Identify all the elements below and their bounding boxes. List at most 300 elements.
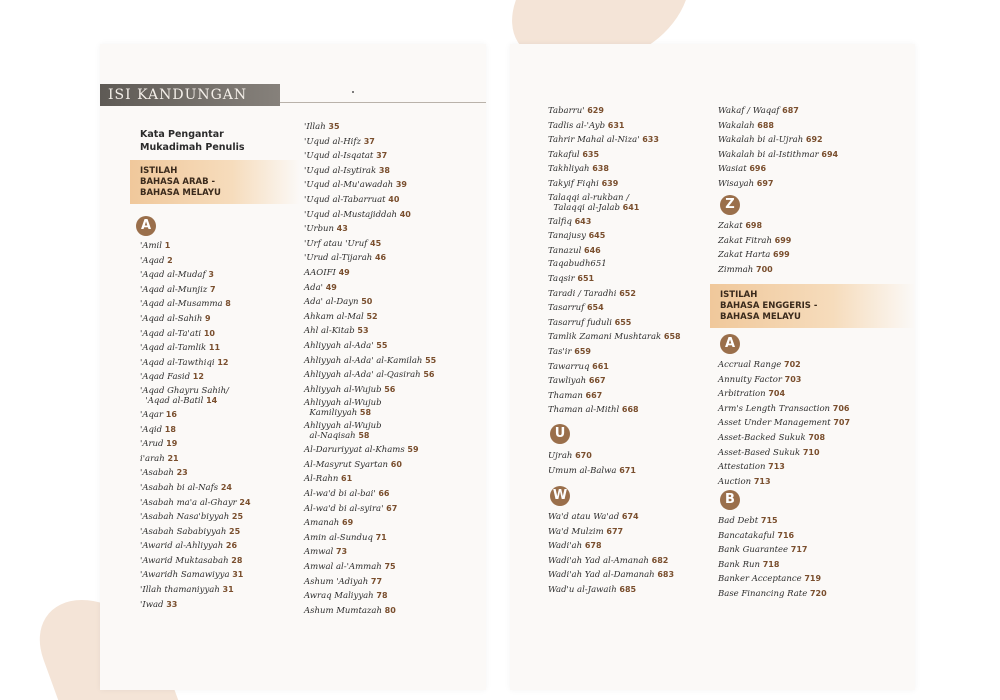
letter-badge-z: Z	[720, 195, 740, 215]
entry-term: Wad'u al-Jawaih	[548, 584, 617, 595]
entry-term: Thaman	[548, 390, 583, 401]
entry-term: Ada'	[304, 282, 323, 293]
entry-page-number: 69	[342, 518, 354, 528]
index-entry[interactable]	[718, 460, 850, 475]
entry-page-number: 667	[585, 390, 603, 400]
entry-page-number: 23	[176, 468, 188, 478]
index-column-3-u	[548, 449, 636, 478]
index-entry[interactable]	[304, 604, 436, 619]
index-entry[interactable]	[304, 222, 436, 237]
index-entry[interactable]	[718, 529, 827, 544]
intro-kata-pengantar[interactable]: Kata Pengantar	[140, 129, 224, 140]
index-entry[interactable]	[548, 148, 681, 163]
entry-term: Asset Under Management	[718, 418, 831, 429]
index-entry[interactable]	[140, 385, 251, 408]
entry-term: Annuity Factor	[718, 374, 782, 385]
entry-page-number: 717	[790, 545, 808, 555]
entry-term: Wakaf / Waqaf	[718, 106, 780, 116]
index-entry[interactable]	[304, 324, 436, 339]
entry-term: AAOIFI	[304, 267, 336, 278]
index-entry[interactable]	[548, 389, 681, 404]
index-entry[interactable]	[140, 312, 251, 327]
entry-page-number: 635	[582, 149, 600, 159]
entry-page-number: 654	[586, 303, 604, 313]
index-entry[interactable]	[718, 558, 827, 573]
entry-term: Ahkam al-Mal	[304, 311, 364, 322]
entry-page-number: 700	[756, 264, 773, 274]
entry-term: Wakalah	[718, 120, 755, 131]
entry-page-number: 708	[808, 432, 826, 442]
entry-page-number: 720	[809, 588, 827, 598]
entry-term: 'Aqad Fasid	[140, 372, 191, 383]
index-entry[interactable]	[140, 268, 251, 283]
entry-term: 'Asabah Sababiyyah	[140, 526, 227, 537]
entry-page-number: 694	[821, 149, 839, 159]
index-entry[interactable]	[304, 208, 436, 223]
index-entry[interactable]	[140, 370, 251, 385]
index-entry[interactable]	[304, 310, 436, 325]
entry-page-number: 8	[225, 299, 231, 309]
index-entry[interactable]	[140, 481, 251, 496]
section-line: BAHASA MELAYU	[720, 312, 801, 322]
index-entry[interactable]	[718, 514, 827, 529]
entry-page-number: 687	[782, 106, 799, 115]
entry-term: Ashum 'Adiyah	[304, 576, 369, 587]
entry-page-number: 40	[399, 209, 411, 219]
entry-term: Ahl al-Kitab	[304, 326, 355, 337]
index-column-1	[140, 239, 251, 612]
entry-page-number: 683	[657, 570, 675, 580]
index-column-4	[718, 104, 838, 192]
index-entry[interactable]	[718, 387, 850, 402]
entry-term: Amwal	[304, 547, 334, 558]
index-entry[interactable]	[304, 135, 436, 150]
index-entry[interactable]	[304, 531, 436, 546]
entry-term: Talaqqi al-rukban /	[548, 192, 630, 203]
entry-page-number: 704	[768, 389, 786, 399]
index-entry[interactable]	[548, 374, 681, 389]
entry-term: Al-Daruriyyat al-Khams	[304, 445, 405, 456]
entry-page-number: 71	[375, 532, 387, 542]
entry-page-number: 670	[575, 451, 592, 460]
index-entry[interactable]	[548, 119, 681, 134]
index-entry[interactable]	[140, 496, 251, 511]
index-entry[interactable]	[304, 589, 436, 604]
entry-term: Wadi'ah Yad al-Damanah	[548, 570, 655, 581]
entry-term: Ujrah	[548, 451, 573, 461]
entry-term: Attestation	[718, 462, 766, 473]
index-entry[interactable]	[140, 583, 251, 598]
index-entry[interactable]	[140, 437, 251, 452]
entry-term: 'Asabah	[140, 468, 174, 479]
entry-term: Banker Acceptance	[718, 574, 802, 585]
entry-page-number: 688	[757, 120, 774, 130]
index-entry[interactable]	[140, 510, 251, 525]
index-entry[interactable]	[304, 443, 436, 458]
intro-mukadimah[interactable]: Mukadimah Penulis	[140, 142, 245, 153]
index-entry[interactable]	[304, 472, 436, 487]
index-entry[interactable]	[304, 120, 436, 135]
entry-page-number: 715	[760, 516, 778, 525]
entry-page-number: 706	[832, 403, 850, 413]
header-rule	[280, 102, 486, 103]
entry-term-continued: Talaqqi al-Jalab	[553, 202, 620, 213]
index-entry[interactable]	[304, 164, 436, 179]
letter-badge-a: A	[136, 216, 156, 236]
index-entry[interactable]	[548, 525, 674, 540]
entry-page-number: 692	[805, 135, 823, 145]
entry-page-number: 703	[784, 374, 802, 384]
entry-page-number: 67	[386, 503, 398, 513]
entry-page-number: 696	[749, 164, 767, 174]
index-entry[interactable]	[140, 539, 251, 554]
index-entry[interactable]	[304, 295, 436, 310]
letter-badge-b: B	[720, 490, 740, 510]
index-entry[interactable]	[548, 583, 674, 598]
entry-term: Tas'ir	[548, 346, 572, 357]
entry-page-number: 707	[833, 418, 851, 428]
entry-page-number: 697	[756, 178, 774, 188]
index-entry[interactable]	[548, 403, 681, 418]
index-column-3-w	[548, 510, 674, 598]
index-entry[interactable]	[548, 316, 681, 331]
index-entry[interactable]	[548, 272, 681, 287]
index-entry[interactable]	[304, 397, 436, 420]
entry-term: Zakat	[718, 221, 743, 231]
entry-term: Wasiat	[718, 164, 747, 175]
index-entry[interactable]	[718, 119, 838, 134]
entry-page-number: 56	[423, 370, 435, 380]
entry-page-number: 674	[621, 512, 639, 521]
entry-term: 'Awarid Muktasabah	[140, 555, 229, 566]
entry-page-number: 58	[359, 408, 372, 418]
entry-term: Zakat Harta	[718, 250, 771, 261]
entry-term: Amin al-Sunduq	[304, 532, 373, 543]
entry-term: 'Aqad al-Tamlik	[140, 343, 207, 354]
entry-term: 'Urf atau 'Uruf	[304, 238, 368, 249]
index-column-2	[304, 120, 436, 618]
entry-page-number: 631	[607, 120, 625, 130]
index-entry[interactable]	[548, 162, 681, 177]
entry-term: 'Amil	[140, 241, 162, 251]
entry-term: 'Illah	[304, 122, 326, 132]
entry-page-number: 718	[762, 559, 780, 569]
entry-term: Wa'd atau Wa'ad	[548, 512, 620, 522]
index-entry[interactable]	[304, 281, 436, 296]
index-entry[interactable]	[718, 263, 791, 278]
entry-term: 'Uqud al-Mu'awadah	[304, 180, 394, 191]
entry-page-number: 7	[209, 284, 216, 294]
index-entry[interactable]	[718, 416, 850, 431]
entry-page-number: 31	[222, 585, 234, 595]
index-entry[interactable]	[140, 356, 251, 371]
entry-term: Asset-Based Sukuk	[718, 447, 801, 458]
index-entry[interactable]	[304, 266, 436, 281]
entry-term: 'Aqad al-Musamma	[140, 299, 223, 310]
entry-page-number: 671	[619, 465, 636, 475]
entry-page-number: 12	[192, 372, 204, 382]
index-entry[interactable]	[718, 148, 838, 163]
entry-page-number: 25	[229, 526, 241, 536]
index-entry[interactable]	[304, 383, 436, 398]
entry-term-continued: 'Aqad al-Batil	[145, 395, 204, 406]
entry-term: Arm's Length Transaction	[718, 403, 831, 414]
entry-page-number: 31	[232, 570, 244, 580]
entry-page-number: 639	[601, 178, 619, 188]
entry-page-number: 3	[208, 270, 214, 280]
index-entry[interactable]	[718, 475, 850, 490]
entry-page-number: 19	[166, 439, 178, 449]
entry-page-number: 678	[584, 541, 602, 551]
index-entry[interactable]	[304, 339, 436, 354]
entry-term: Amwal al-'Ammah	[304, 562, 382, 573]
index-entry[interactable]	[548, 510, 674, 525]
entry-term: Takyif Fiqhi	[548, 178, 599, 189]
entry-term: 'Aqad al-Munjiz	[140, 284, 208, 295]
index-entry[interactable]	[140, 554, 251, 569]
entry-page-number: 713	[753, 476, 771, 486]
entry-term: 'Iwad	[140, 599, 164, 610]
entry-term: Taqsir	[548, 273, 575, 284]
index-entry[interactable]	[718, 219, 791, 234]
index-entry[interactable]	[548, 330, 681, 345]
entry-term: Ahliyyah al-Wujub	[304, 421, 382, 432]
index-entry[interactable]	[304, 354, 436, 369]
index-entry[interactable]	[548, 301, 681, 316]
index-entry[interactable]	[304, 487, 436, 502]
entry-term: 'Asabah Nasa'biyyah	[140, 512, 230, 523]
entry-page-number: 641	[622, 202, 640, 212]
entry-page-number: 61	[341, 474, 353, 484]
entry-page-number: 66	[378, 489, 390, 499]
entry-term: 'Uqud al-Tabarruat	[304, 194, 386, 205]
index-entry[interactable]	[718, 373, 850, 388]
entry-term: 'Asabah bi al-Nafs	[140, 482, 219, 493]
entry-term: i'arah	[140, 453, 165, 464]
index-entry[interactable]	[718, 446, 850, 461]
entry-term: Tamlik Zamani Mushtarak	[548, 332, 662, 343]
entry-term: Tabarru'	[548, 106, 585, 116]
index-entry[interactable]	[718, 572, 827, 587]
entry-term: Arbitration	[718, 389, 766, 400]
entry-term: 'Uqud al-Mustajiddah	[304, 209, 398, 220]
entry-term: 'Awaridh Samawiyya	[140, 570, 230, 581]
section-line: BAHASA ARAB -	[140, 177, 216, 187]
entry-term: Wakalah bi al-Istithmar	[718, 149, 819, 160]
index-entry[interactable]	[304, 178, 436, 193]
entry-term: Wadi'ah Yad al-Amanah	[548, 555, 649, 566]
entry-page-number: 59	[407, 445, 419, 455]
entry-term: Takaful	[548, 149, 580, 160]
entry-term: Tawarruq	[548, 361, 590, 372]
entry-page-number: 719	[804, 574, 822, 584]
index-entry[interactable]	[548, 287, 681, 302]
index-entry[interactable]	[548, 464, 636, 479]
index-entry[interactable]	[548, 177, 681, 192]
entry-term: Asset-Backed Sukuk	[718, 432, 806, 443]
entry-page-number: 14	[206, 395, 218, 405]
entry-term: Bank Guarantee	[718, 545, 789, 556]
entry-term: 'Uqud al-Isytirak	[304, 165, 377, 176]
index-entry[interactable]	[548, 258, 681, 272]
entry-term: Taqabudh651	[548, 259, 607, 270]
entry-page-number: 702	[784, 360, 801, 369]
entry-page-number: 661	[592, 361, 609, 371]
index-entry[interactable]	[140, 568, 251, 583]
index-entry[interactable]	[718, 248, 791, 263]
index-entry[interactable]	[304, 516, 436, 531]
entry-page-number: 55	[425, 355, 437, 365]
index-entry[interactable]	[548, 360, 681, 375]
entry-term: Amanah	[304, 518, 340, 529]
index-entry[interactable]	[140, 598, 251, 613]
entry-term: Ashum Mumtazah	[304, 605, 382, 616]
entry-term: Tadlis al-'Ayb	[548, 120, 606, 131]
index-entry[interactable]	[140, 423, 251, 438]
entry-page-number: 78	[376, 591, 388, 601]
index-entry[interactable]	[140, 327, 251, 342]
entry-page-number: 45	[370, 238, 382, 248]
index-entry[interactable]	[140, 452, 251, 467]
index-entry[interactable]	[548, 192, 681, 215]
index-entry[interactable]	[718, 431, 850, 446]
index-entry[interactable]	[304, 545, 436, 560]
index-column-4-a	[718, 358, 850, 489]
index-entry[interactable]	[304, 420, 436, 443]
index-entry[interactable]	[140, 525, 251, 540]
right-page	[510, 44, 915, 690]
entry-term: Base Financing Rate	[718, 588, 808, 599]
letter-badge-u: U	[550, 424, 570, 444]
entry-term: Bancatakaful	[718, 530, 775, 541]
index-entry[interactable]	[140, 254, 251, 269]
index-entry[interactable]	[140, 283, 251, 298]
index-entry[interactable]	[718, 358, 850, 373]
entry-term: Tawliyah	[548, 376, 587, 387]
entry-term: 'Aqad al-Ta'ati	[140, 328, 202, 339]
entry-page-number: 26	[225, 541, 238, 551]
index-entry[interactable]	[140, 466, 251, 481]
entry-term: Auction	[718, 476, 752, 487]
entry-page-number: 33	[166, 599, 178, 609]
entry-term: Awraq Maliyyah	[304, 591, 374, 602]
entry-page-number: 9	[205, 313, 211, 323]
entry-page-number: 60	[390, 459, 402, 469]
entry-term: Tasarruf	[548, 303, 585, 314]
letter-badge-a2: A	[720, 334, 740, 354]
entry-page-number: 677	[606, 526, 624, 536]
entry-term: 'Urbun	[304, 224, 334, 235]
entry-page-number: 12	[217, 357, 229, 367]
index-entry[interactable]	[304, 575, 436, 590]
entry-page-number: 646	[584, 245, 601, 255]
index-entry[interactable]	[140, 408, 251, 423]
index-entry[interactable]	[718, 104, 838, 119]
entry-page-number: 58	[358, 431, 370, 441]
index-entry[interactable]	[140, 239, 251, 254]
entry-term: Ahliyyah al-Ada'	[304, 340, 374, 351]
index-entry[interactable]	[304, 193, 436, 208]
index-entry[interactable]	[718, 162, 838, 177]
index-entry[interactable]	[548, 449, 636, 464]
entry-term: Tanajusy	[548, 231, 586, 242]
index-entry[interactable]	[304, 149, 436, 164]
index-entry[interactable]	[140, 341, 251, 356]
section-enggeris-melayu	[710, 284, 915, 328]
entry-page-number: 49	[338, 267, 350, 277]
entry-term: 'Aqad al-Sahih	[140, 313, 203, 324]
entry-page-number: 37	[363, 136, 375, 146]
entry-term: 'Aqar	[140, 409, 164, 420]
entry-page-number: 698	[745, 221, 763, 230]
entry-term: Ahliyyah al-Ada' al-Kamilah	[304, 355, 423, 366]
index-entry[interactable]	[304, 368, 436, 383]
entry-term: Taradi / Taradhi	[548, 288, 617, 299]
entry-page-number: 55	[376, 340, 388, 350]
index-entry[interactable]	[548, 539, 674, 554]
page-title: ISI KANDUNGAN	[100, 84, 280, 106]
entry-page-number: 18	[164, 424, 176, 434]
index-entry[interactable]	[548, 554, 674, 569]
entry-page-number: 638	[592, 164, 609, 174]
entry-page-number: 21	[167, 453, 179, 463]
entry-term: Wakalah bi al-Ujrah	[718, 135, 804, 146]
index-entry[interactable]	[718, 587, 827, 602]
entry-term: 'Asabah ma'a al-Ghayr	[140, 497, 237, 508]
index-entry[interactable]	[304, 560, 436, 575]
index-entry[interactable]	[304, 502, 436, 517]
index-entry[interactable]	[548, 104, 681, 119]
index-entry[interactable]	[304, 237, 436, 252]
index-entry[interactable]	[548, 345, 681, 360]
index-entry[interactable]	[304, 458, 436, 473]
index-entry[interactable]	[718, 177, 838, 192]
entry-term: 'Urud al-Tijarah	[304, 253, 373, 264]
index-entry[interactable]	[718, 133, 838, 148]
index-entry[interactable]	[548, 133, 681, 148]
entry-term: Ahliyyah al-Wujub	[304, 384, 382, 395]
index-entry[interactable]	[548, 568, 674, 583]
entry-term: Wa'd Mulzim	[548, 526, 604, 537]
entry-page-number: 39	[395, 180, 407, 190]
entry-page-number: 651	[577, 273, 595, 283]
index-entry[interactable]	[718, 234, 791, 249]
left-page	[100, 44, 486, 690]
index-entry[interactable]	[304, 251, 436, 266]
entry-term: 'Arud	[140, 439, 164, 450]
entry-term: Thaman al-Mithl	[548, 405, 620, 416]
entry-page-number: 710	[802, 447, 820, 457]
index-entry[interactable]	[548, 244, 681, 259]
entry-term: 'Aqad Ghayru Sahih/	[140, 385, 229, 396]
section-line: ISTILAH	[140, 166, 178, 176]
entry-page-number: 75	[384, 562, 396, 572]
index-entry[interactable]	[718, 402, 850, 417]
entry-page-number: 24	[220, 482, 232, 492]
entry-page-number: 73	[335, 547, 348, 557]
entry-page-number: 685	[619, 584, 637, 594]
index-entry[interactable]	[548, 215, 681, 230]
index-entry[interactable]	[718, 543, 827, 558]
index-entry[interactable]	[548, 229, 681, 244]
entry-page-number: 25	[231, 512, 244, 522]
index-column-4-b	[718, 514, 827, 602]
entry-page-number: 682	[651, 555, 669, 565]
entry-page-number: 659	[574, 346, 591, 356]
entry-page-number: 80	[384, 605, 396, 615]
entry-page-number: 652	[619, 288, 636, 298]
index-entry[interactable]	[140, 297, 251, 312]
